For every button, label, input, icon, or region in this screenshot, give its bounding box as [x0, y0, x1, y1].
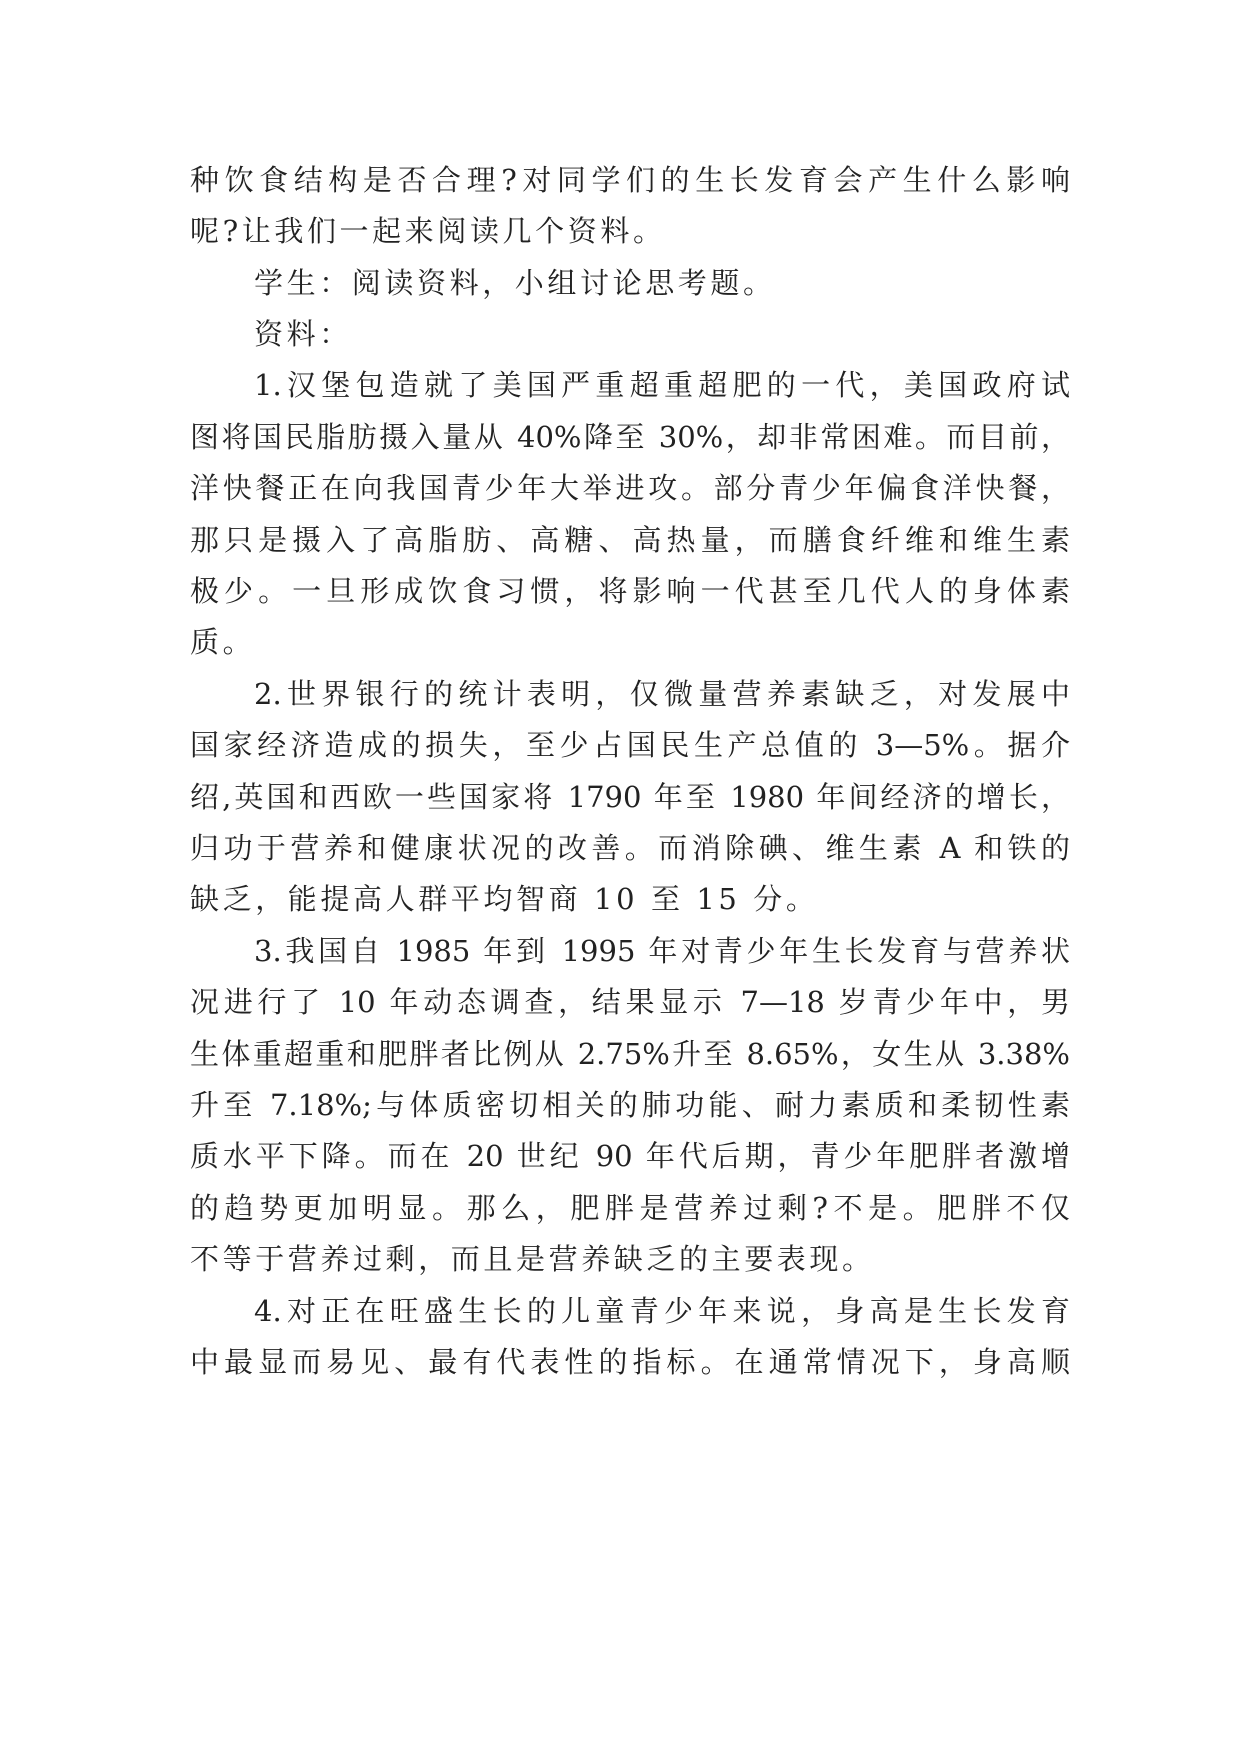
text-line: 图将国民脂肪摄入量从 40%降至 30%，却非常困难。而目前， — [190, 420, 1070, 454]
text-line: 绍,英国和西欧一些国家将 1790 年至 1980 年间经济的增长， — [190, 780, 1070, 814]
text-line: 1.汉堡包造就了美国严重超重超肥的一代，美国政府试 — [254, 368, 1070, 402]
text-line: 种饮食结构是否合理?对同学们的生长发育会产生什么影响 — [190, 163, 1070, 197]
text-line: 质。 — [190, 625, 256, 659]
text-line: 极少。一旦形成饮食习惯，将影响一代甚至几代人的身体素 — [190, 574, 1070, 608]
text-line: 归功于营养和健康状况的改善。而消除碘、维生素 A 和铁的 — [190, 831, 1070, 865]
text-line: 况进行了 10 年动态调查，结果显示 7—18 岁青少年中，男 — [190, 985, 1070, 1019]
text-line: 国家经济造成的损失，至少占国民生产总值的 3—5%。据介 — [190, 728, 1070, 762]
text-line: 洋快餐正在向我国青少年大举进攻。部分青少年偏食洋快餐， — [190, 471, 1070, 505]
text-line: 中最显而易见、最有代表性的指标。在通常情况下，身高顺 — [190, 1345, 1070, 1379]
text-line: 缺乏，能提高人群平均智商 10 至 15 分。 — [190, 882, 819, 916]
text-line: 质水平下降。而在 20 世纪 90 年代后期，青少年肥胖者激增 — [190, 1139, 1070, 1173]
text-line: 的趋势更加明显。那么，肥胖是营养过剩?不是。肥胖不仅 — [190, 1191, 1070, 1225]
text-line: 那只是摄入了高脂肪、高糖、高热量，而膳食纤维和维生素 — [190, 523, 1070, 557]
text-line: 升至 7.18%;与体质密切相关的肺功能、耐力素质和柔韧性素 — [190, 1088, 1070, 1122]
text-line: 不等于营养过剩，而且是营养缺乏的主要表现。 — [190, 1242, 875, 1276]
text-line: 2.世界银行的统计表明，仅微量营养素缺乏，对发展中 — [254, 677, 1070, 711]
text-line: 生体重超重和肥胖者比例从 2.75%升至 8.65%，女生从 3.38% — [190, 1037, 1070, 1071]
text-line: 资料： — [254, 317, 352, 351]
text-line: 呢?让我们一起来阅读几个资料。 — [190, 214, 666, 248]
text-line: 3.我国自 1985 年到 1995 年对青少年生长发育与营养状 — [254, 934, 1070, 968]
text-line: 学生：阅读资料，小组讨论思考题。 — [254, 266, 776, 300]
text-line: 4.对正在旺盛生长的儿童青少年来说，身高是生长发育 — [254, 1294, 1070, 1328]
